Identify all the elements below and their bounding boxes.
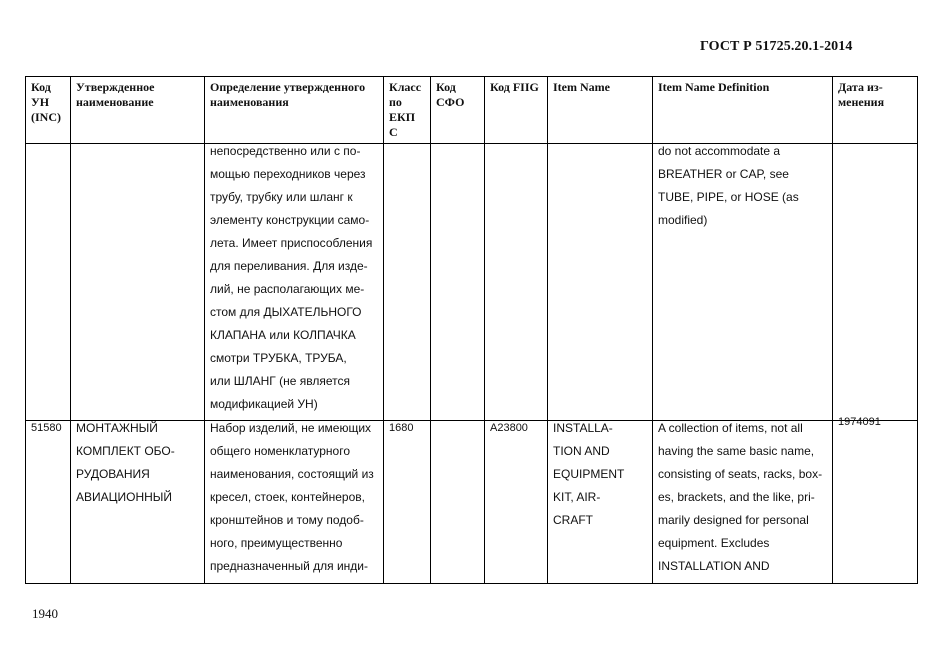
document-title: ГОСТ Р 51725.20.1-2014	[700, 39, 853, 54]
cell-class	[384, 421, 431, 584]
cell-text-line: кронштейнов и тому подоб-	[210, 513, 364, 527]
cell-text-line: BREATHER or CAP, see	[658, 167, 789, 181]
cell-sfo	[431, 144, 485, 421]
cell-text-line: лий, не располагающих ме-	[210, 282, 365, 296]
cell-text-line: EQUIPMENT	[553, 467, 625, 481]
cell-item-name	[548, 144, 653, 421]
header-sfo: Код СФО	[431, 77, 485, 144]
cell-text-line: элементу конструкции само-	[210, 213, 370, 227]
inc-code: 51580	[31, 422, 62, 434]
cell-text-line: CRAFT	[553, 513, 593, 527]
cell-text-line: TION AND	[553, 444, 610, 458]
cell-text-line: marily designed for personal	[658, 513, 809, 527]
cell-text-line: Набор изделий, не имеющих	[210, 421, 372, 435]
cell-text-line: кресел, стоек, контейнеров,	[210, 490, 365, 504]
fiig-code: A23800	[490, 422, 528, 434]
table-row	[26, 144, 918, 421]
cell-text-line: лета. Имеет приспособления	[210, 236, 373, 250]
header-fiig: Код FIIG	[485, 77, 548, 144]
cell-text-line: having the same basic name,	[658, 444, 815, 458]
cell-date	[833, 144, 918, 421]
cell-text-line: МОНТАЖНЫЙ	[76, 421, 158, 435]
cell-text-line: INSTALLATION AND	[658, 559, 770, 573]
cell-text-line: do not accommodate a	[658, 144, 781, 158]
cell-date	[833, 416, 918, 584]
cell-sfo	[431, 421, 485, 584]
cell-text-line: РУДОВАНИЯ	[76, 467, 150, 481]
cell-text-line: equipment. Excludes	[658, 536, 770, 550]
cell-text-line: АВИАЦИОННЫЙ	[76, 490, 173, 504]
cell-text-line: стом для ДЫХАТЕЛЬНОГО	[210, 305, 362, 319]
cell-definition	[205, 421, 384, 584]
cell-text-line: для переливания. Для изде-	[210, 259, 368, 273]
class-code: 1680	[389, 422, 414, 434]
cell-text-line: мощью переходников через	[210, 167, 366, 181]
cell-text-line: KIT, AIR-	[553, 490, 601, 504]
cell-definition	[205, 144, 384, 421]
change-date: 1974091	[838, 416, 881, 428]
cell-text-line: или ШЛАНГ (не является	[210, 374, 350, 388]
cell-inc	[26, 144, 71, 421]
cell-fiig	[485, 144, 548, 421]
cell-inc	[26, 421, 71, 584]
cell-text-line: непосредственно или с по-	[210, 144, 361, 158]
cell-item-name	[548, 421, 653, 584]
cell-text-line: наименования, состоящий из	[210, 467, 374, 481]
cell-text-line: КОМПЛЕКТ ОБО-	[76, 444, 175, 458]
cell-text-line: смотри ТРУБКА, ТРУБА,	[210, 351, 347, 365]
cell-text-line: трубу, трубку или шланг к	[210, 190, 353, 204]
cell-text-line: TUBE, PIPE, or HOSE (as	[658, 190, 799, 204]
table-row	[26, 421, 918, 584]
cell-text-line: предназначенный для инди-	[210, 559, 368, 573]
header-class: Класс по ЕКП С	[384, 77, 431, 144]
table-header-row	[26, 77, 918, 144]
cell-text-line: modified)	[658, 213, 708, 227]
header-date: Дата из-менения	[833, 77, 918, 144]
cell-text-line: consisting of seats, racks, box-	[658, 467, 823, 481]
cell-text-line: A collection of items, not all	[658, 421, 803, 435]
cell-text-line: модификацией УН)	[210, 397, 318, 411]
cell-item-definition	[653, 144, 833, 421]
cell-approved-name	[71, 421, 205, 584]
nomenclature-table	[25, 76, 918, 584]
cell-text-line: общего номенклатурного	[210, 444, 350, 458]
page-number: 1940	[32, 606, 58, 621]
cell-text-line: КЛАПАНА или КОЛПАЧКА	[210, 328, 356, 342]
cell-text-line: es, brackets, and the like, pri-	[658, 490, 815, 504]
header-inc: Код УН (INC)	[26, 77, 71, 144]
header-definition: Определение утвержденного наименования	[205, 77, 384, 144]
cell-approved-name	[71, 144, 205, 421]
cell-fiig	[485, 421, 548, 584]
header-item-definition: Item Name Definition	[653, 77, 833, 144]
cell-class	[384, 144, 431, 421]
cell-text-line: INSTALLA-	[553, 421, 613, 435]
cell-item-definition	[653, 421, 833, 584]
cell-text-line: ного, преимущественно	[210, 536, 343, 550]
header-approved-name: Утвержденное наименование	[71, 77, 205, 144]
header-item-name: Item Name	[548, 77, 653, 144]
